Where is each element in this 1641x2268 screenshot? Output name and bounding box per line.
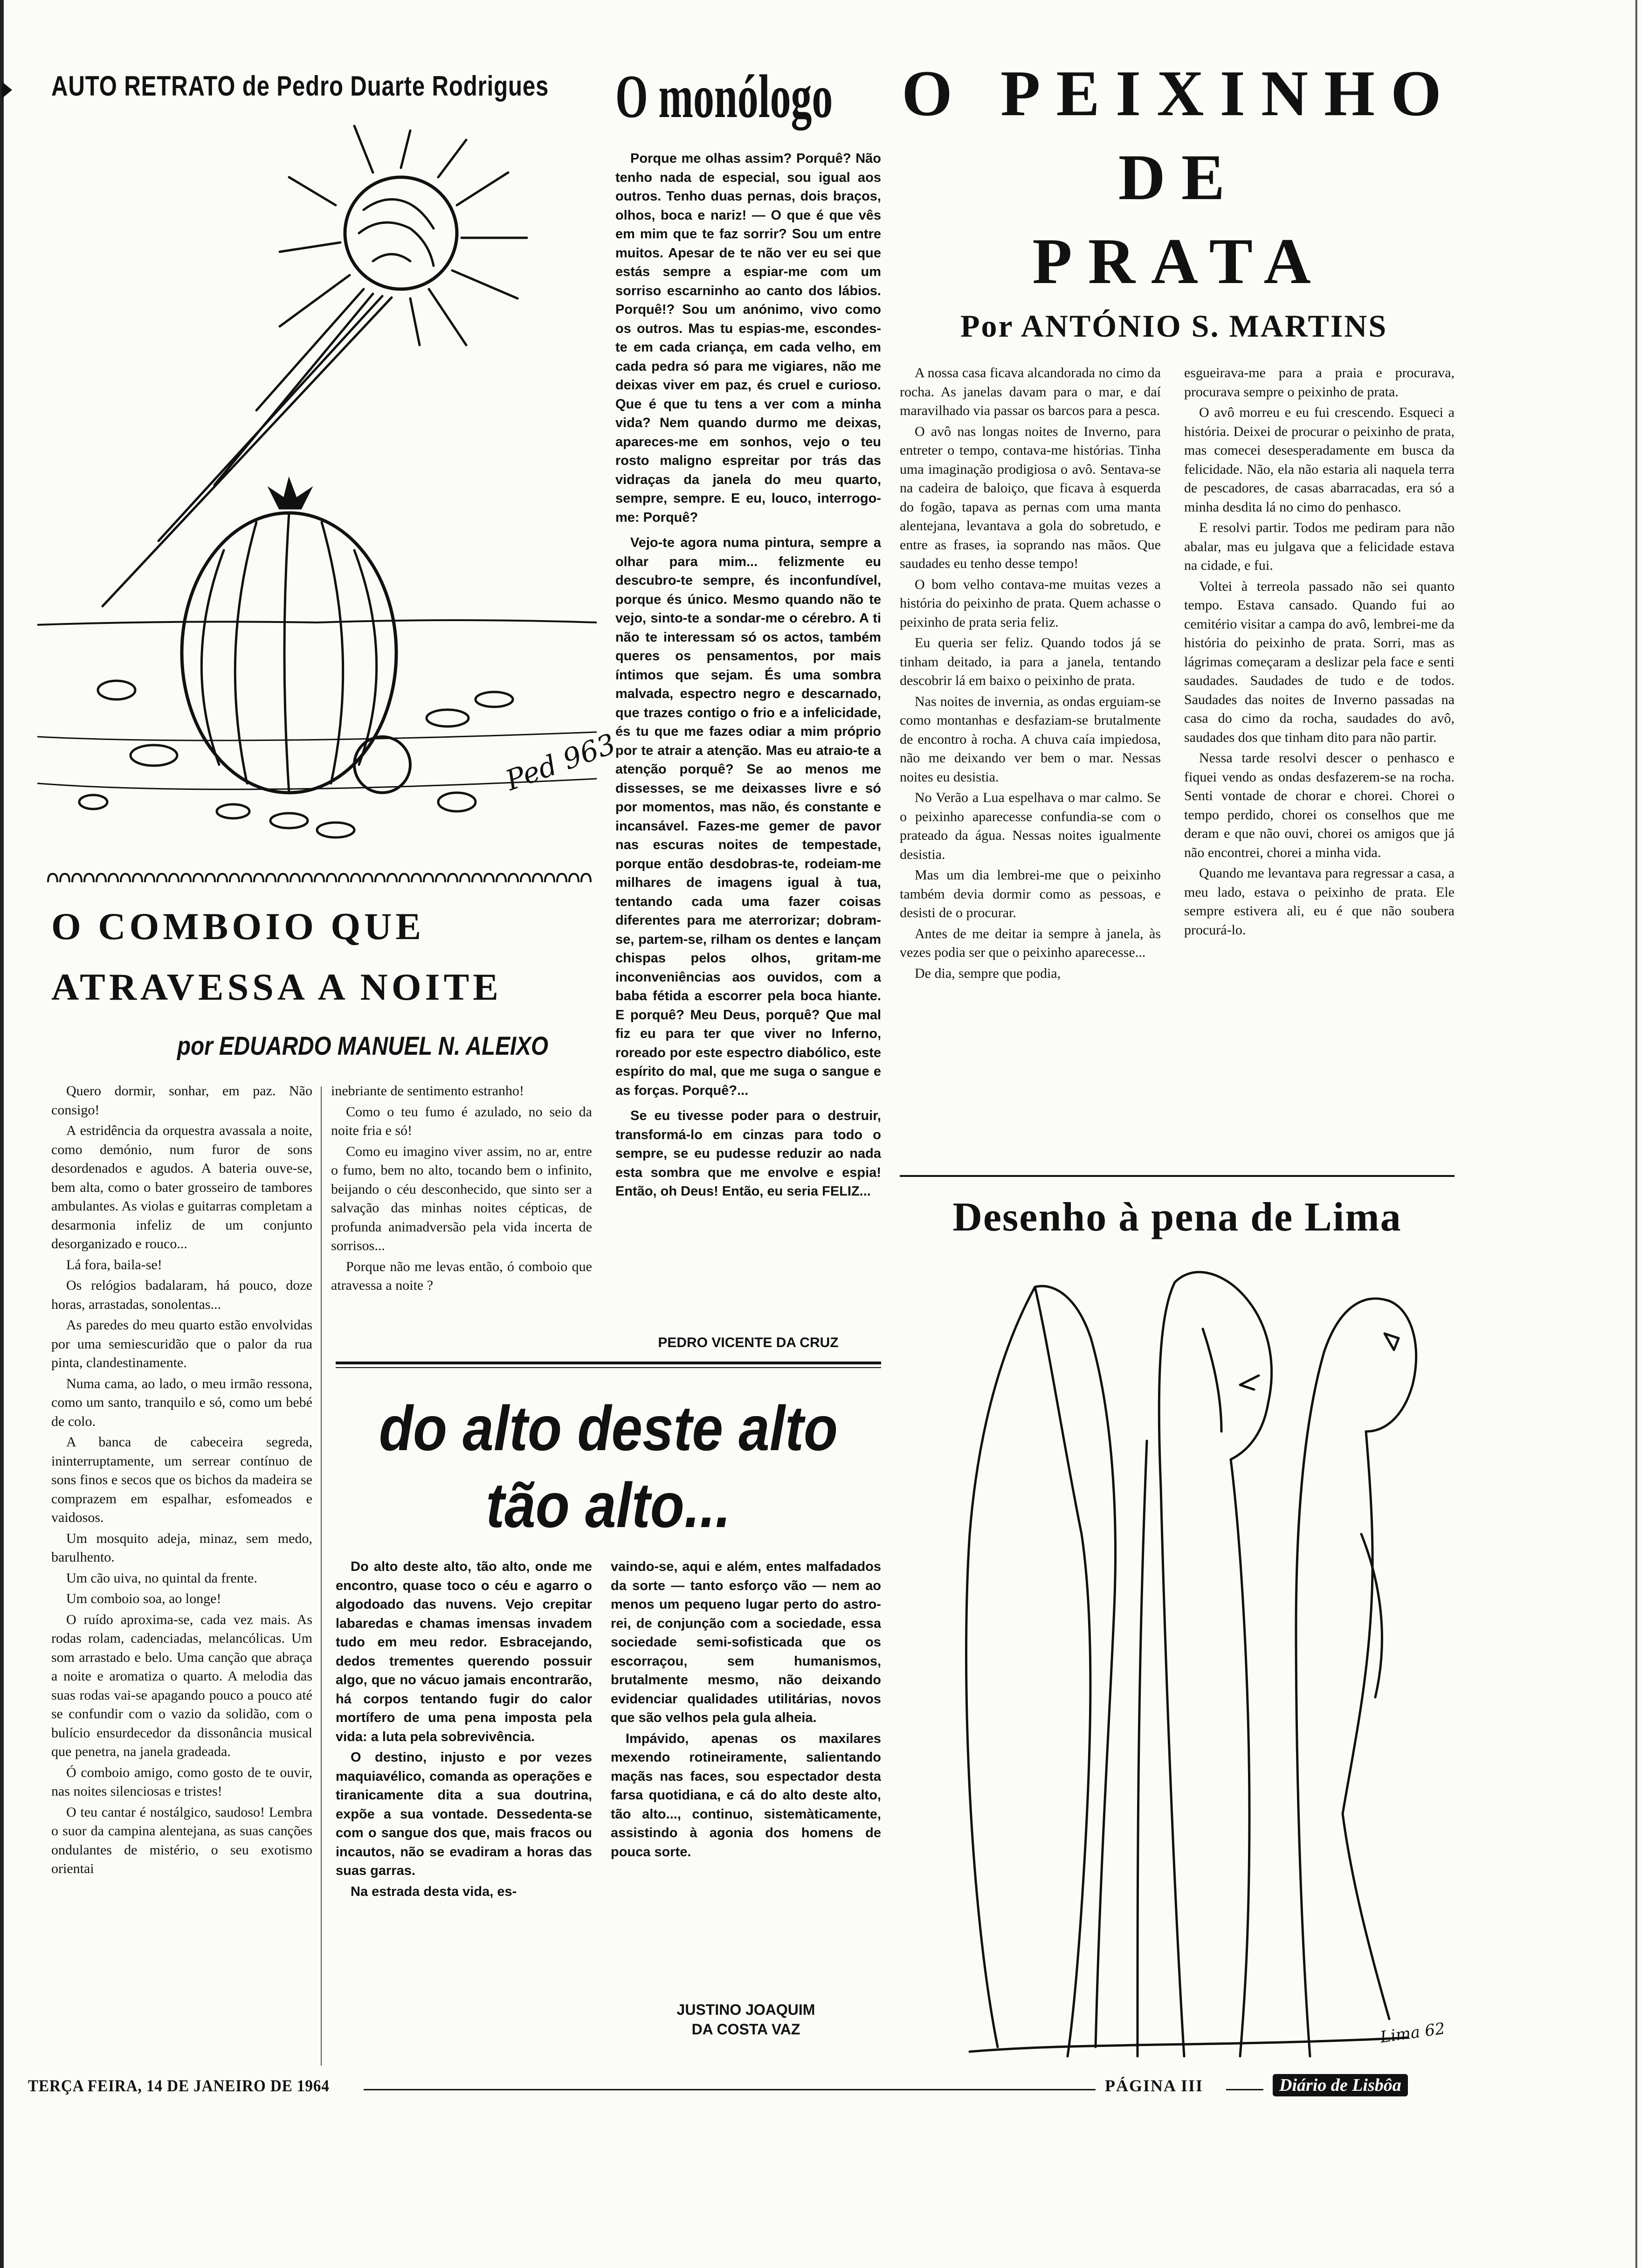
monologo-paragraph: Vejo-te agora numa pintura, sempre a olhar para mim... felizmente eu descubro-te sempre, és inconfundível, porque és único. Mesmo quando não te vejo, sinto-te a sondar-me o cérebro. A ti não te interessam só os actos, também queres os pensamentos, por mais íntimos que sejam. És uma sombra malvada, espectro negro e descarnado, que trazes contigo o frio e a infelicidade, és tu que me fazes odiar a mim próprio por te atrair a atenção. Mas eu atraio-te a atenção porquê? Se ao menos me dissesses, se me deixasses livre e só por momentos, mas não, és constante e incansável. Fazes-me gemer de pavor nas escuras noites de tempestade, porque então desdobras-te, rodeiam-me milhares de imagens igual à tua, tentando cada uma fazer coisas diferentes para me aterrorizar; dobram-se, partem-se, rilham os dentes e lançam chispas pelos olhos, gritam-me inconveniências aos ouvidos, com a baba fétida a escorrer pela boca hiante. E porquê? Meu Deus, porquê? Que mal fiz eu para ter que viver no Inferno, roreado por este espectro diabólico, este espírito do mal, que me suga o sangue e as forças. Porquê?...: [615, 535, 881, 1098]
peixinho-paragraph: esgueirava-me para a praia e procurava, procurava sempre o peixinho de prata.: [1184, 365, 1455, 400]
comboio-paragraph: Quero dormir, sonhar, em paz. Não consigo!: [51, 1083, 312, 1118]
monologo-column: [615, 149, 881, 1329]
peixinho-paragraph: O avô nas longas noites de Inverno, para entreter o tempo, contava-me histórias. Tinha uma imaginação prodigiosa o avô. Sentava-se na cadeira de baloiço, que ficava à esquerda do fogão, tapava as pernas com uma manta alentejana, levantava a gola do sobretudo, e entre as frases, ia soprando nas mãos. Que saudades eu tenho desse tempo!: [900, 423, 1161, 571]
comboio-paragraph: Um cão uiva, no quintal da frente.: [66, 1570, 257, 1586]
peixinho-paragraph: Voltei à terreola passado não sei quanto tempo. Estava cansado. Quando fui ao cemitério visitar a campa do avô, lembrei-me da história do peixinho de prata. Sorri, mas as lágrimas começaram a deslizar pela face e senti saudades. Saudades de tudo e de todos. Saudades das noites de Inverno passadas na casa do cimo da rocha, saudades do avô, saudades dos que tinham dito para não partir.: [1184, 578, 1455, 745]
comboio-title-line2: ATRAVESSA A NOITE: [51, 966, 502, 1008]
alto-top-rule: [336, 1362, 881, 1364]
peixinho-paragraph: O bom velho contava-me muitas vezes a história do peixinho de prata. Quem achasse o peixinho de prata seria feliz.: [900, 576, 1161, 630]
peixinho-column-1: [900, 364, 1161, 1156]
comboio-paragraph: Um comboio soa, ao longe!: [66, 1591, 221, 1606]
footer-date: TERÇA FEIRA, 14 DE JANEIRO DE 1964: [28, 2076, 330, 2095]
auto-retrato-signature: Ped 963: [501, 727, 620, 797]
footer-rule-right: [1226, 2089, 1263, 2090]
peixinho-paragraph: Antes de me deitar ia sempre à janela, às vezes podia ser que o peixinho aparecesse...: [900, 926, 1161, 960]
left-edge-arrow: [2, 82, 12, 98]
peixinho-paragraph: No Verão a Lua espelhava o mar calmo. Se o peixinho aparecesse confundia-se com o prateado da água. Nessas noites igualmente desistia.: [900, 790, 1161, 862]
page-edge-right: [1635, 0, 1637, 2268]
comboio-paragraph: Porque não me levas então, ó comboio que atravessa a noite ?: [331, 1258, 592, 1293]
page-edge-left: [0, 0, 4, 2268]
lima-pen-drawing: [942, 1254, 1436, 2066]
comboio-paragraph: Como o teu fumo é azulado, no seio da noite fria e só!: [331, 1104, 592, 1138]
peixinho-title-line3: PRATA: [1032, 225, 1327, 297]
decorative-border-left: [47, 872, 592, 884]
alto-column-1: [336, 1557, 592, 2066]
alto-title-line1: do alto deste alto: [379, 1393, 838, 1464]
footer-masthead: Diário de Lisbôa: [1273, 2074, 1408, 2096]
alto-top-rule-thin: [336, 1367, 881, 1368]
alto-paragraph: O destino, injusto e por vezes maquiavélico, comanda as operações e tiranicamente dita a sua doutrina, expõe a sua vontade. Dessedenta-se com o sangue dos que, mais fracos ou incautos, não se evadiram a horas das suas garras.: [336, 1750, 592, 1878]
peixinho-paragraph: De dia, sempre que podia,: [915, 965, 1061, 981]
peixinho-paragraph: E resolvi partir. Todos me pediram para não abalar, mas eu julgava que a felicidade estava na cidade, e fui.: [1184, 520, 1455, 573]
peixinho-paragraph: Nas noites de invernia, as ondas erguiam-se como montanhas e desfaziam-se brutalmente de encontro à rocha. A chuva caía impiedosa, não me deixando ver bem o mar. Nessas noites eu desistia.: [900, 693, 1161, 785]
desenho-signature: Lima 62: [1379, 2019, 1447, 2047]
comboio-column-2: [331, 1082, 592, 1343]
comboio-byline: por EDUARDO MANUEL N. ALEIXO: [177, 1031, 548, 1060]
comboio-paragraph: As paredes do meu quarto estão envolvidas por uma semiescuridão que o palor da rua pinta, clandestinamente.: [51, 1317, 312, 1370]
peixinho-paragraph: Quando me levantava para regressar a casa, a meu lado, estava o peixinho de prata. Ele sempre estivera ali, eu é que não soubera procurá-lo.: [1184, 865, 1455, 938]
desenho-heading: Desenho à pena de Lima: [952, 1195, 1402, 1240]
comboio-title-line1: O COMBOIO QUE: [51, 905, 425, 947]
peixinho-paragraph: A nossa casa ficava alcandorada no cimo da rocha. As janelas davam para o mar, e daí maravilhado via passar os barcos para a pesca.: [900, 365, 1161, 418]
comboio-paragraph: Lá fora, baila-se!: [66, 1257, 162, 1272]
peixinho-paragraph: Mas um dia lembrei-me que o peixinho também devia dormir como as pessoas, e desisti de o procurar.: [900, 867, 1161, 920]
alto-paragraph: vaindo-se, aqui e além, entes malfadados da sorte — tanto esforço vão — nem ao menos um pequeno lugar perto do astro-rei, de conjunção com a sociedade, essa sociedade semi-sofisticada que os escorraçou, sem humanismos, brutalmente mesmo, não deixando evidenciar qualidades utilitárias, novos que são velhos pela gula alheia.: [611, 1559, 881, 1725]
monologo-author: PEDRO VICENTE DA CRUZ: [658, 1335, 839, 1350]
alto-title-line2: tão alto...: [486, 1470, 731, 1541]
footer-rule-left: [364, 2089, 1096, 2090]
column-divider: [321, 1086, 322, 2066]
comboio-paragraph: Ó comboio amigo, como gosto de te ouvir, nas noites silenciosas e tristes!: [51, 1764, 312, 1799]
desenho-top-rule: [900, 1175, 1455, 1177]
alto-author-line2: DA COSTA VAZ: [691, 2021, 800, 2038]
peixinho-paragraph: Eu queria ser feliz. Quando todos já se tinham deitado, ia para a janela, tentando descobrir lá em baixo o peixinho de prata.: [900, 635, 1161, 688]
auto-retrato-heading: AUTO RETRATO de Pedro Duarte Rodrigues: [51, 70, 549, 102]
comboio-paragraph: Um mosquito adeja, minaz, sem medo, barulhento.: [51, 1530, 312, 1565]
peixinho-byline: Por ANTÓNIO S. MARTINS: [960, 308, 1388, 344]
alto-column-2: [611, 1557, 881, 1954]
peixinho-paragraph: Nessa tarde resolvi descer o penhasco e fiquei vendo as ondas desfazerem-se na rocha. Senti vontade de chorar e chorei. Chorei o tempo perdido, chorei os conselhos que me deram e que não ouvi, chorei os amigos que já não encontrei, chorei a minha vida.: [1184, 750, 1455, 860]
comboio-paragraph: A estridência da orquestra avassala a noite, como demónio, num furor de sons desordenados e agudos. A bateria ouve-se, bem alta, como o bater grosseiro de tambores ambulantes. As violas e guitarras completam a desarmonia infeliz de um conjunto desorganizado e rouco...: [51, 1123, 312, 1252]
peixinho-paragraph: O avô morreu e eu fui crescendo. Esqueci a história. Deixei de procurar o peixinho de prata, mas comecei desesperadamente em busca da felicidade. Não, ela não estaria ali naquela terra de pescadores, de casas abarracadas, era só a minha desdita lá no cimo do penhasco.: [1184, 405, 1455, 515]
peixinho-title-line1: O PEIXINHO: [902, 57, 1457, 130]
monologo-paragraph: Se eu tivesse poder para o destruir, transformá-lo em cinzas para todo o sempre, se eu pudesse reduzir ao nada esta sombra que me envolve e espia! Então, oh Deus! Então, eu seria FELIZ...: [615, 1108, 881, 1199]
alto-paragraph: Na estrada desta vida, es-: [351, 1884, 517, 1899]
comboio-paragraph: O ruído aproxima-se, cada vez mais. As rodas rolam, cadenciadas, melancólicas. Um som arrastado e belo. Uma canção que abraça a noite e aromatiza o quarto. A melodia das suas rodas vai-se apagando pouco a pouco até se confundir com o vazio da solidão, com o bulício ensurdecedor da dissonância musical que penetra, na janela gradeada.: [51, 1611, 312, 1759]
comboio-paragraph: Numa cama, ao lado, o meu irmão ressona, como um santo, tranquilo e só, como um bebé de colo.: [51, 1376, 312, 1429]
cactus-sun-drawing: [37, 121, 597, 849]
monologo-title: O monólogo: [615, 62, 833, 131]
comboio-column-1: [51, 1082, 312, 2066]
alto-author-line1: JUSTINO JOAQUIM: [676, 2001, 815, 2018]
monologo-paragraph: Porque me olhas assim? Porquê? Não tenho nada de especial, sou igual aos outros. Tenho duas pernas, dois braços, olhos, boca e nariz! — O que é que vês em mim que te faz sorrir? Sou um entre muitos. Apesar de te não ver eu sei que estás sempre a espiar-me com um sorriso escarninho ao canto dos lábios. Porquê!? Sou um anónimo, vivo como os outros. Mas tu espias-me, escondes-te em cada criança, em cada velho, em cada pedra só para me vigiares, não me deixas viver em paz, és cruel e curioso. Que é que tu tens a ver com a minha vida? Nem quando durmo me deixas, apareces-me em sonhos, vejo o teu rosto maligno espreitar por trás das vidraças da janela do meu quarto, sempre, sempre. E eu, louco, interrogo-me: Porquê?: [615, 151, 881, 525]
alto-paragraph: Do alto deste alto, tão alto, onde me encontro, quase toco o céu e agarro o algodoado das nuvens. Vejo crepitar labaredas e chamas imensas invadem tudo em meu redor. Esbracejando, dedos trementes querendo possuir algo, que no vácuo jamais encontrarão, há corpos tentando fugir do calor mortífero de uma pena imposta pela vida: a luta pela sobrevivência.: [336, 1559, 592, 1744]
footer-page-number: PÁGINA III: [1105, 2076, 1204, 2095]
alto-paragraph: Impávido, apenas os maxilares mexendo rotineiramente, salientando maçãs nas faces, sou espectador desta farsa quotidiana, e cá do alto deste alto, tão alto..., continuo, sistemàticamente, assistindo à agonia dos homens de pouca sorte.: [611, 1731, 881, 1860]
comboio-paragraph: O teu cantar é nostálgico, saudoso! Lembra o suor da campina alentejana, as suas canções ondulantes de mistério, o seu exotismo orientai: [51, 1804, 312, 1876]
peixinho-title-line2: DE: [1118, 141, 1241, 214]
peixinho-column-2: [1184, 364, 1455, 1166]
comboio-paragraph: A banca de cabeceira segreda, ininterruptamente, um serrear contínuo de sons finos e secos que os bichos da madeira se comprazem em espalhar, esfomeados e vaidosos.: [51, 1434, 312, 1525]
comboio-paragraph: Como eu imagino viver assim, no ar, entre o fumo, bem no alto, tocando bem o infinito, beijando o céu desconhecido, que sinto ser a salvação das minhas noites cépticas, de profunda animadversão pela vida incerta de sorrisos...: [331, 1143, 592, 1253]
comboio-paragraph: Os relógios badalaram, há pouco, doze horas, arrastadas, sonolentas...: [51, 1278, 312, 1312]
comboio-paragraph: inebriante de sentimento estranho!: [331, 1083, 524, 1099]
